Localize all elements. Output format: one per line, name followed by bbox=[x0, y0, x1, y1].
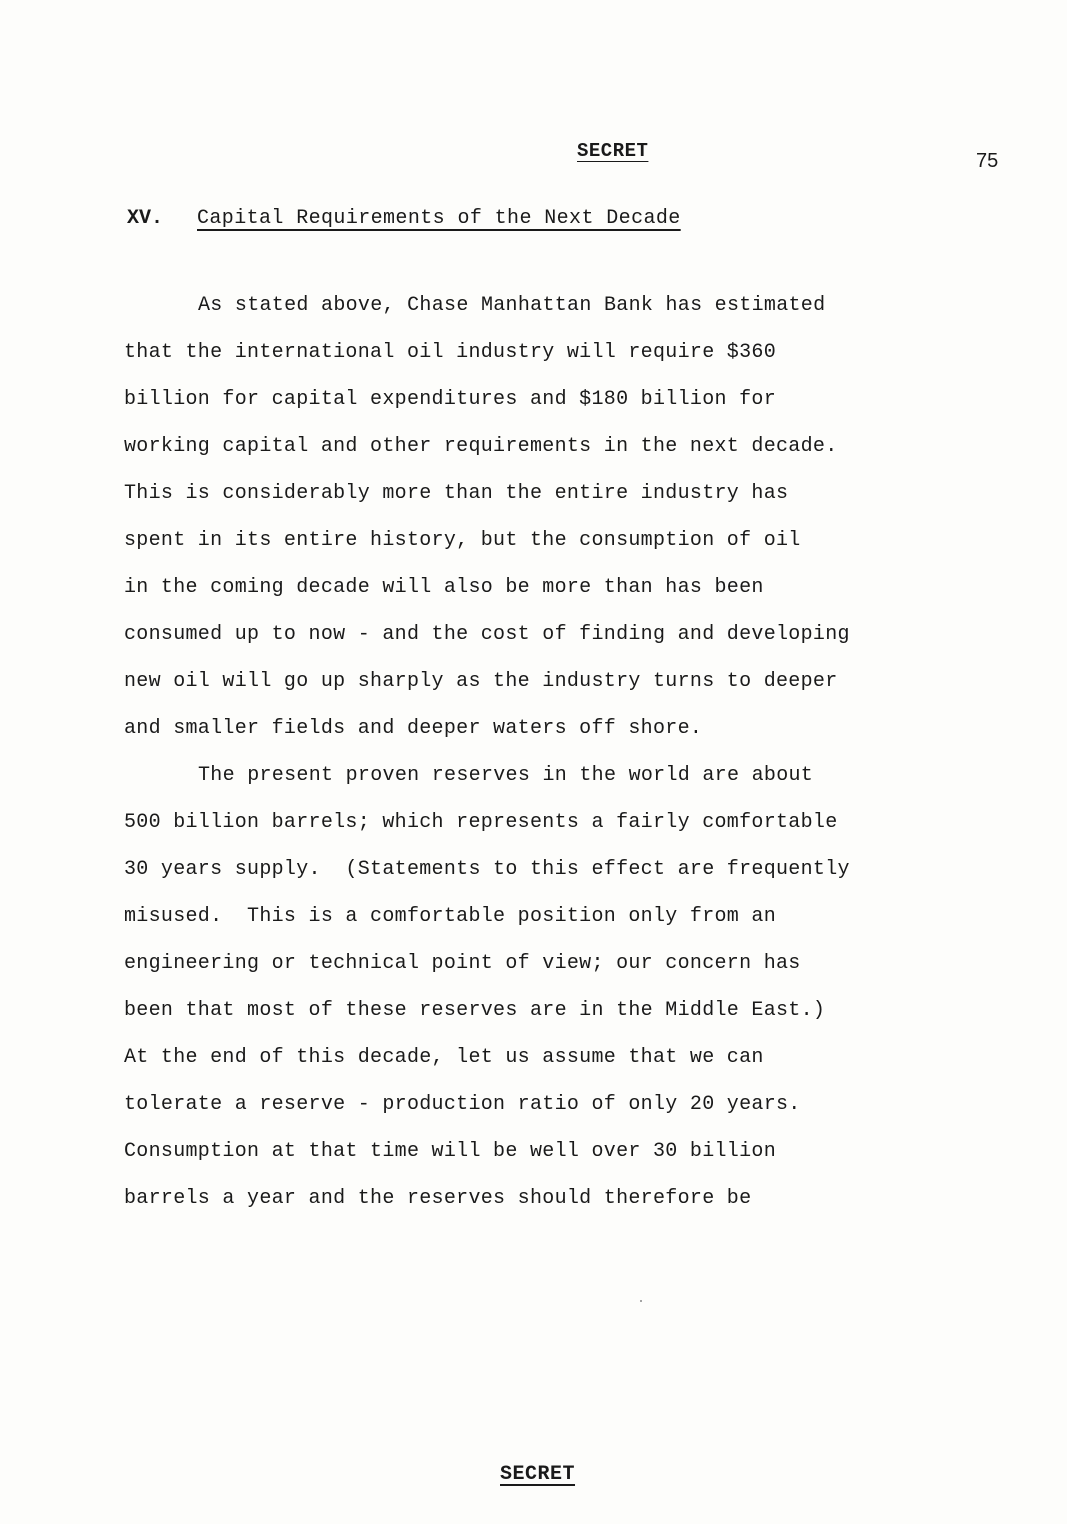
body-line: billion for capital expenditures and $180 billion for bbox=[124, 388, 777, 411]
body-line: This is considerably more than the entire industry has bbox=[124, 482, 789, 505]
classification-marking-top: SECRET bbox=[577, 140, 649, 162]
body-line: spent in its entire history, but the consumption of oil bbox=[124, 529, 801, 552]
section-title: Capital Requirements of the Next Decade bbox=[197, 207, 681, 230]
body-line: The present proven reserves in the world are about bbox=[198, 764, 814, 787]
body-line: misused. This is a comfortable position only from an bbox=[124, 905, 777, 928]
section-heading bbox=[127, 207, 681, 230]
scan-speck bbox=[640, 1300, 642, 1302]
body-line: new oil will go up sharply as the industry turns to deeper bbox=[124, 670, 838, 693]
body-line: consumed up to now - and the cost of finding and developing bbox=[124, 623, 850, 646]
body-line: engineering or technical point of view; our concern has bbox=[124, 952, 801, 975]
page-number: 75 bbox=[976, 150, 999, 172]
body-line: 30 years supply. (Statements to this effect are frequently bbox=[124, 858, 850, 881]
body-line: At the end of this decade, let us assume that we can bbox=[124, 1046, 764, 1069]
classification-marking-bottom: SECRET bbox=[500, 1463, 576, 1486]
body-line: working capital and other requirements in the next decade. bbox=[124, 435, 838, 458]
body-line: barrels a year and the reserves should therefore be bbox=[124, 1187, 752, 1210]
body-text bbox=[124, 282, 964, 1222]
body-line: been that most of these reserves are in the Middle East.) bbox=[124, 999, 826, 1022]
body-line: that the international oil industry will require $360 bbox=[124, 341, 777, 364]
body-line: 500 billion barrels; which represents a fairly comfortable bbox=[124, 811, 838, 834]
section-number: XV. bbox=[127, 207, 164, 230]
body-line: tolerate a reserve - production ratio of only 20 years. bbox=[124, 1093, 801, 1116]
body-line: in the coming decade will also be more than has been bbox=[124, 576, 764, 599]
body-line: Consumption at that time will be well over 30 billion bbox=[124, 1140, 777, 1163]
body-line: and smaller fields and deeper waters off shore. bbox=[124, 717, 703, 740]
body-line: As stated above, Chase Manhattan Bank has estimated bbox=[198, 294, 826, 317]
